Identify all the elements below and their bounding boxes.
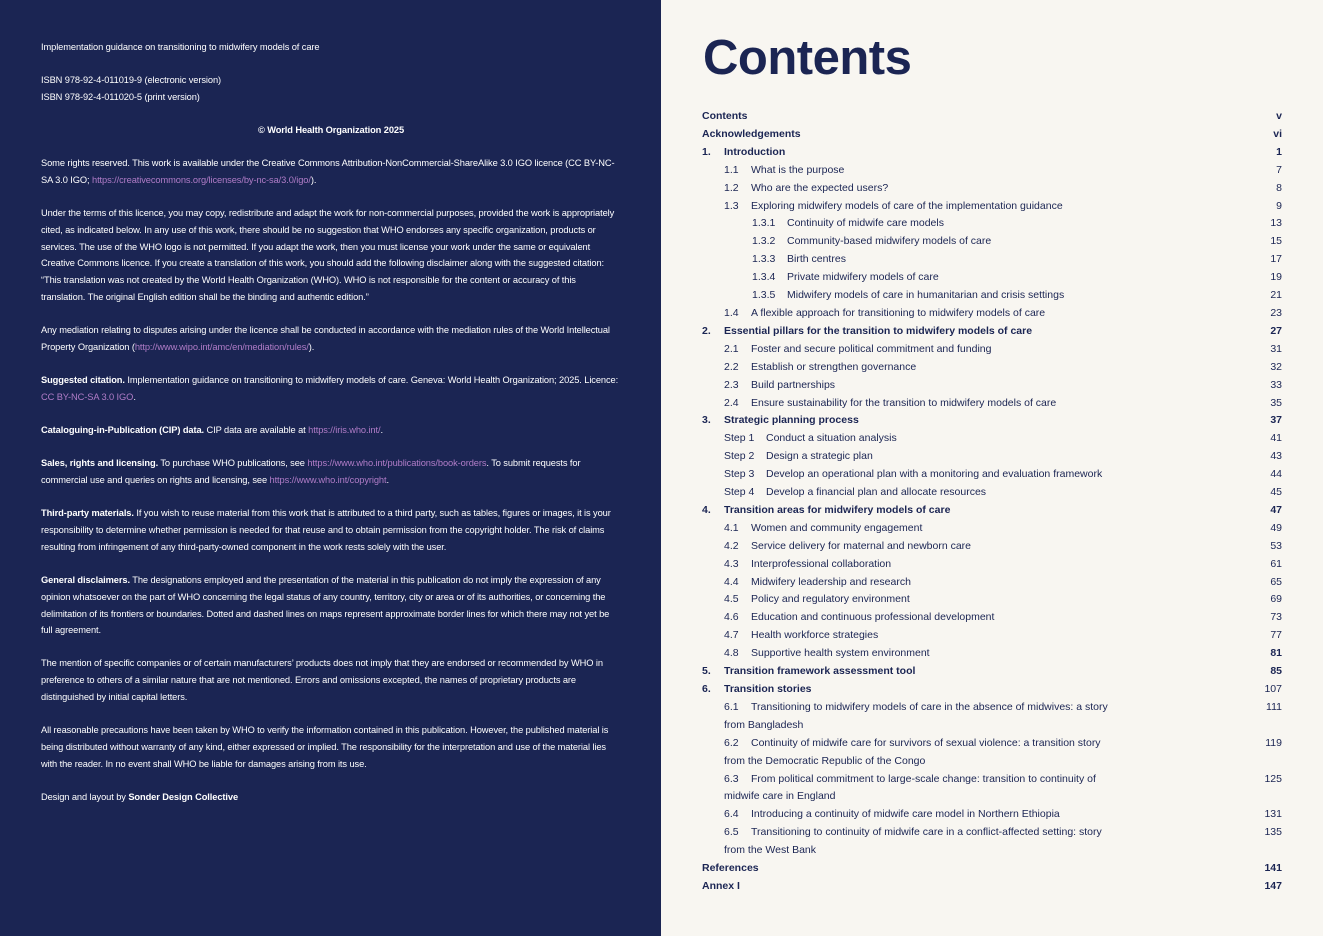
toc-entry[interactable]: 1.3.5 Midwifery models of care in humanitarian and crisis settings 21 — [752, 289, 1282, 302]
toc-entry[interactable]: Contents v — [702, 110, 1282, 122]
cip-paragraph: Cataloguing-in-Publication (CIP) data. CIP data are available at https://iris.who.int/. — [41, 425, 383, 435]
licence-terms-paragraph: Under the terms of this licence, you may copy, redistribute and adapt the work for non-commercial purposes, provided the work is appropriately cited, as indicated below. In any use of this work, there should be no suggestion that WHO endorses any specific organization, products or services. The use of the WHO logo is not permitted. If you adapt the work, then you must license your work under the same or equivalent Creative Commons licence. If you create a translation of this work, you should add the following disclaimer along with the suggested citation: “This translation was not created by the World Health Organization (WHO). WHO is not responsible for the content or accuracy of this translation. The original English edition shall be the binding and authentic edition.” — [41, 208, 615, 302]
toc-entry[interactable]: 1.3.2 Community-based midwifery models of care 15 — [752, 235, 1282, 248]
rights-paragraph: Some rights reserved. This work is available under the Creative Commons Attribution-NonCommercial-ShareAlike 3.0 IGO licence (CC BY-NC-SA 3.0 IGO; https://creativecommons.org/licenses/by-nc-sa/3.0/igo/). — [41, 158, 615, 185]
toc-entry[interactable]: 5. Transition framework assessment tool 85 — [702, 665, 1282, 678]
toc-entry[interactable]: 4.6 Education and continuous professional development 73 — [724, 611, 1282, 624]
design-credit: Design and layout by Sonder Design Collective — [41, 792, 239, 802]
toc-entry[interactable]: 6.1 Transitioning to midwifery models of care in the absence of midwives: a story from Bangladesh 111 — [724, 700, 1282, 731]
toc-entry[interactable]: Acknowledgements vi — [702, 127, 1282, 140]
licence-link[interactable]: CC BY-NC-SA 3.0 IGO — [41, 391, 134, 402]
toc-entry[interactable]: 2.3 Build partnerships 33 — [724, 378, 1282, 391]
toc-entry[interactable]: 2.1 Foster and secure political commitment and funding 31 — [724, 342, 1282, 355]
toc-entry[interactable]: Step 3 Develop an operational plan with a monitoring and evaluation framework 44 — [724, 468, 1282, 481]
toc-entry[interactable]: 1.4 A flexible approach for transitioning to midwifery models of care 23 — [724, 306, 1282, 319]
general-disclaimers-paragraph: General disclaimers. The designations employed and the presentation of the material in this publication do not imply the expression of any opinion whatsoever on the part of WHO concerning the legal status of any country, territory, city or area or of its authorities, or concerning the delimitation of its frontiers or boundaries. Dotted and dashed lines on maps represent approximate border lines for which there may not yet be full agreement. — [41, 575, 610, 636]
toc-entry[interactable]: Step 2 Design a strategic plan 43 — [724, 450, 1282, 463]
toc-entry[interactable]: 4.3 Interprofessional collaboration 61 — [724, 557, 1282, 570]
toc-entry[interactable]: Annex I 147 — [702, 879, 1282, 892]
toc-entry[interactable]: 6.2 Continuity of midwife care for survivors of sexual violence: a transition story from the Democratic Republic of the Congo 119 — [724, 736, 1282, 767]
copyright-page — [0, 0, 661, 936]
citation-paragraph: Suggested citation. Implementation guidance on transitioning to midwifery models of care. Geneva: World Health Organization; 2025. Licence: CC BY-NC-SA 3.0 IGO. — [41, 375, 619, 402]
toc-entry[interactable]: Step 1 Conduct a situation analysis 41 — [724, 432, 1282, 445]
toc-entry[interactable]: 2.2 Establish or strengthen governance 32 — [724, 360, 1282, 373]
toc-entry[interactable]: 1.1 What is the purpose 7 — [724, 163, 1282, 176]
creative-commons-link[interactable]: https://creativecommons.org/licenses/by-nc-sa/3.0/igo/ — [92, 174, 311, 185]
wipo-link[interactable]: http://www.wipo.int/amc/en/mediation/rules/ — [134, 341, 309, 352]
toc-entry[interactable]: 1.3.1 Continuity of midwife care models 13 — [752, 217, 1282, 230]
toc-entry[interactable]: 1.3.3 Birth centres 17 — [752, 253, 1282, 266]
toc-entry[interactable]: 4.1 Women and community engagement 49 — [724, 521, 1282, 534]
iris-link[interactable]: https://iris.who.int/ — [308, 425, 381, 435]
isbn-print: ISBN 978-92-4-011020-5 (print version) — [41, 92, 200, 102]
toc-entry[interactable]: Step 4 Develop a financial plan and allocate resources 45 — [724, 486, 1282, 499]
mediation-paragraph: Any mediation relating to disputes arising under the licence shall be conducted in accordance with the mediation rules of the World Intellectual Property Organization (http://www.wipo.int/amc/en/mediation/rules/). — [41, 325, 610, 352]
toc-entry[interactable]: 6.5 Transitioning to continuity of midwife care in a conflict-affected setting: story from the West Bank 135 — [724, 826, 1282, 857]
sales-paragraph: Sales, rights and licensing. To purchase WHO publications, see https://www.who.int/publications/book-orders. To submit requests for commercial use and queries on rights and licensing, see https://www.who.int/copyright. — [41, 458, 581, 485]
publication-title: Implementation guidance on transitioning to midwifery models of care — [41, 42, 320, 52]
contents-page — [661, 0, 1323, 936]
toc-entry[interactable]: 4.5 Policy and regulatory environment 69 — [724, 593, 1282, 606]
toc-entry[interactable]: 6.4 Introducing a continuity of midwife care model in Northern Ethiopia 131 — [724, 808, 1282, 821]
copyright-link[interactable]: https://www.who.int/copyright — [269, 474, 387, 485]
toc-entry[interactable]: 3. Strategic planning process 37 — [702, 414, 1282, 427]
toc-entry[interactable]: 4. Transition areas for midwifery models of care 47 — [702, 503, 1282, 516]
toc-entry[interactable]: 2. Essential pillars for the transition to midwifery models of care 27 — [702, 324, 1282, 337]
precautions-paragraph: All reasonable precautions have been taken by WHO to verify the information contained in this publication. However, the published material is being distributed without warranty of any kind, either expressed or implied. The responsibility for the interpretation and use of the material lies with the reader. In no event shall WHO be liable for damages arising from its use. — [41, 725, 609, 769]
toc-entry[interactable]: 6. Transition stories 107 — [702, 683, 1282, 695]
toc-entry[interactable]: 4.4 Midwifery leadership and research 65 — [724, 575, 1282, 588]
copyright-line: © World Health Organization 2025 — [257, 125, 405, 135]
toc-entry[interactable]: 1.3.4 Private midwifery models of care 19 — [752, 271, 1282, 284]
toc-entry[interactable]: References 141 — [702, 862, 1282, 875]
book-orders-link[interactable]: https://www.who.int/publications/book-orders — [307, 458, 487, 468]
toc-entry[interactable]: 6.3 From political commitment to large-scale change: transition to continuity of midwife care in England 125 — [724, 772, 1282, 803]
toc-entry[interactable]: 1.2 Who are the expected users? 8 — [724, 181, 1282, 194]
mention-paragraph: The mention of specific companies or of certain manufacturers’ products does not imply that they are endorsed or recommended by WHO in preference to others of a similar nature that are not mentioned. Errors and omissions excepted, the names of proprietary products are distinguished by initial capital letters. — [41, 658, 603, 702]
toc-entry[interactable]: 4.7 Health workforce strategies 77 — [724, 629, 1282, 642]
toc-entry[interactable]: 4.8 Supportive health system environment 81 — [724, 647, 1282, 660]
toc-entry[interactable]: 4.2 Service delivery for maternal and newborn care 53 — [724, 539, 1282, 552]
isbn-electronic: ISBN 978-92-4-011019-9 (electronic version) — [41, 75, 222, 85]
toc-entry[interactable]: 1. Introduction 1 — [702, 145, 1282, 158]
third-party-paragraph: Third-party materials. If you wish to reuse material from this work that is attributed to a third party, such as tables, figures or images, it is your responsibility to determine whether permission is needed for that reuse and to obtain permission from the copyright holder. The risk of claims resulting from infringement of any third-party-owned component in the work rests solely with the user. — [41, 508, 611, 552]
table-of-contents — [702, 108, 1282, 896]
page-title: Contents — [703, 31, 912, 85]
toc-entry[interactable]: 1.3 Exploring midwifery models of care of the implementation guidance 9 — [724, 199, 1282, 212]
toc-entry[interactable]: 2.4 Ensure sustainability for the transition to midwifery models of care 35 — [724, 396, 1282, 409]
